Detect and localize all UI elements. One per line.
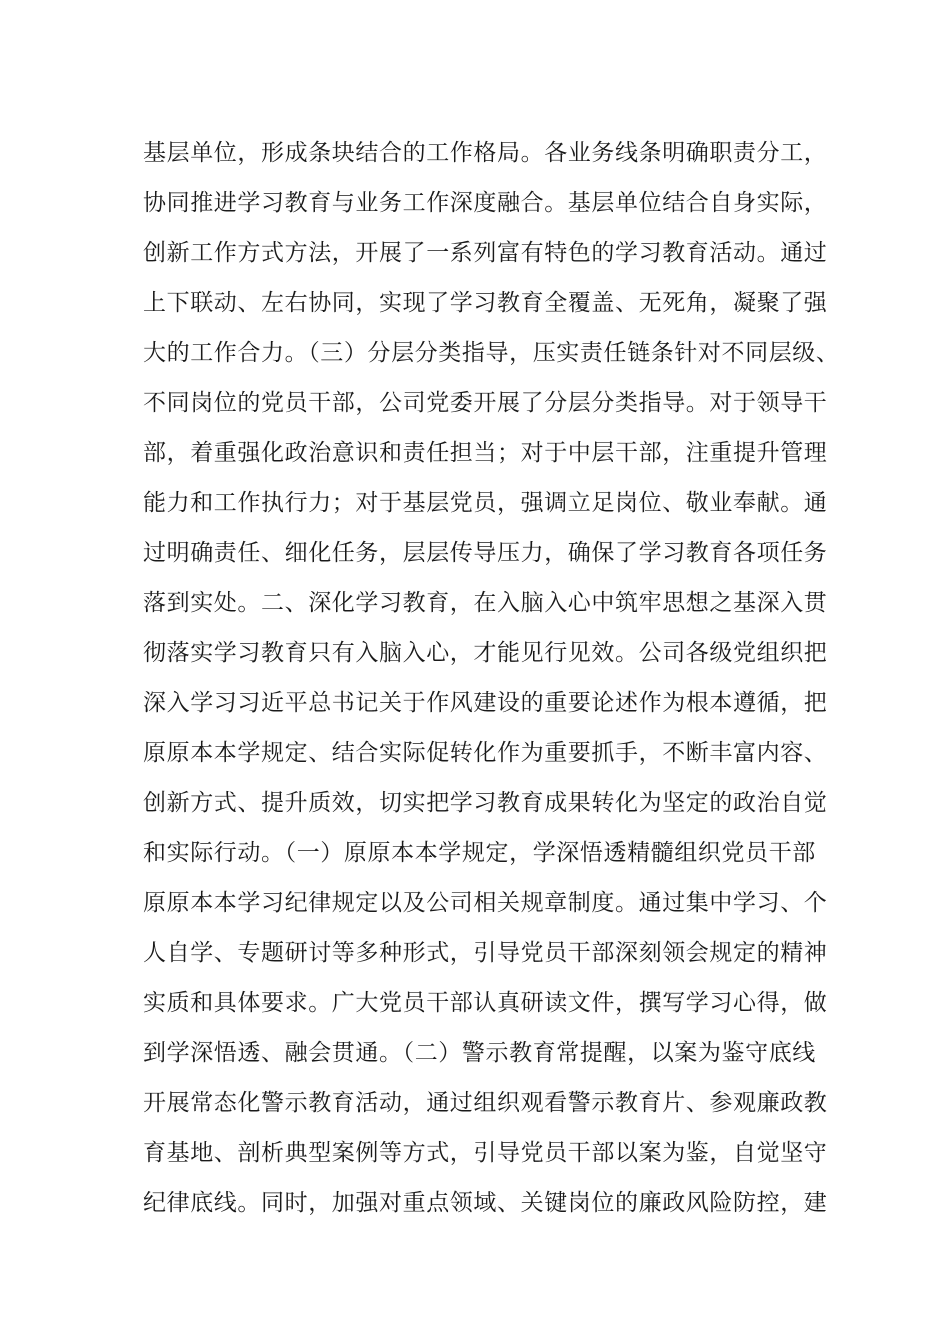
text-line: 不同岗位的党员干部，公司党委开展了分层分类指导。对于领导干 [143, 390, 828, 416]
text-line: 育基地、剖析典型案例等方式，引导党员干部以案为鉴，自觉坚守 [143, 1140, 828, 1166]
text-line: 纪律底线。同时，加强对重点领域、关键岗位的廉政风险防控，建 [143, 1190, 828, 1216]
text-line: 创新方式、提升质效，切实把学习教育成果转化为坚定的政治自觉 [143, 790, 828, 816]
text-line: 大的工作合力。（三）分层分类指导，压实责任链条针对不同层级、 [143, 340, 840, 366]
text-line: 上下联动、左右协同，实现了学习教育全覆盖、无死角，凝聚了强 [143, 290, 828, 316]
text-line: 创新工作方式方法，开展了一系列富有特色的学习教育活动。通过 [143, 240, 828, 266]
text-line: 人自学、专题研讨等多种形式，引导党员干部深刻领会规定的精神 [143, 940, 828, 966]
text-line: 开展常态化警示教育活动，通过组织观看警示教育片、参观廉政教 [143, 1090, 828, 1116]
text-line: 原原本本学习纪律规定以及公司相关规章制度。通过集中学习、个 [143, 890, 828, 916]
text-line: 深入学习习近平总书记关于作风建设的重要论述作为根本遵循，把 [143, 690, 828, 716]
text-line: 落到实处。二、深化学习教育，在入脑入心中筑牢思想之基深入贯 [143, 590, 828, 616]
text-line: 部，着重强化政治意识和责任担当；对于中层干部，注重提升管理 [143, 440, 828, 466]
text-line: 能力和工作执行力；对于基层党员，强调立足岗位、敬业奉献。通 [143, 490, 828, 516]
text-line: 基层单位，形成条块结合的工作格局。各业务线条明确职责分工， [143, 140, 828, 166]
text-line: 实质和具体要求。广大党员干部认真研读文件，撰写学习心得，做 [143, 990, 828, 1016]
text-line: 协同推进学习教育与业务工作深度融合。基层单位结合自身实际， [143, 190, 828, 216]
text-line: 原原本本学规定、结合实际促转化作为重要抓手，不断丰富内容、 [143, 740, 828, 766]
body-text [143, 128, 840, 1228]
text-line: 彻落实学习教育只有入脑入心，才能见行见效。公司各级党组织把 [143, 640, 828, 666]
text-line: 到学深悟透、融会贯通。（二）警示教育常提醒，以案为鉴守底线 [143, 1040, 816, 1066]
text-line: 过明确责任、细化任务，层层传导压力，确保了学习教育各项任务 [143, 540, 828, 566]
text-line: 和实际行动。（一）原原本本学规定，学深悟透精髓组织党员干部 [143, 840, 816, 866]
